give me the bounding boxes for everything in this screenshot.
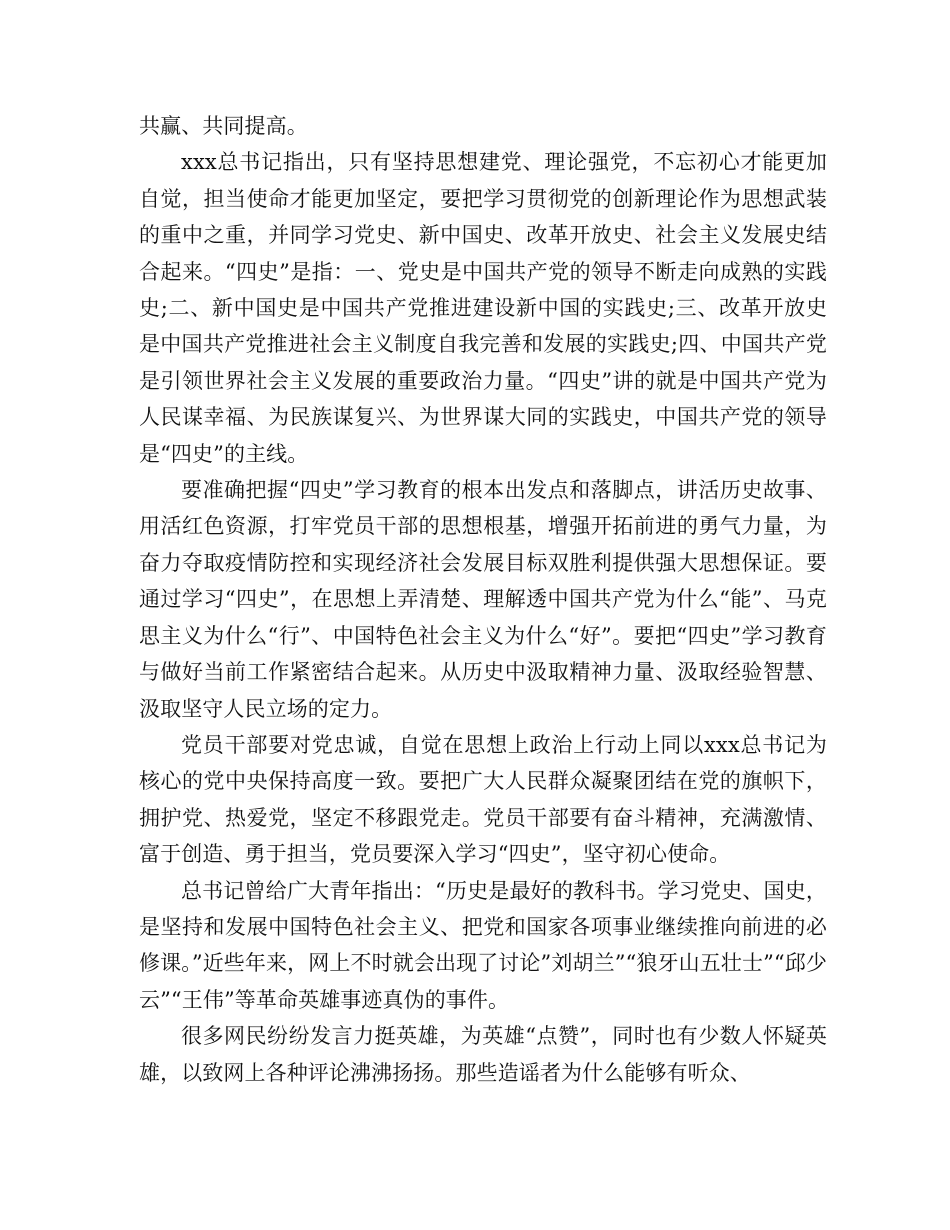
document-body — [139, 108, 827, 1091]
paragraph-netizens-heroes: 很多网民纷纷发言力挺英雄，为英雄“点赞”，同时也有少数人怀疑英雄，以致网上各种评论沸沸扬扬。那些造谣者为什么能够有听众、 — [139, 1024, 827, 1085]
paragraph-four-histories: xxx总书记指出，只有坚持思想建党、理论强党，不忘初心才能更加自觉，担当使命才能更加坚定，要把学习贯彻党的创新理论作为思想武装的重中之重，并同学习党史、新中国史、改革开放史、社会主义发展史结合起来。“四史”是指：一、党史是中国共产党的领导不断走向成熟的实践史;二、新中国史是中国共产党推进建设新中国的实践史;三、改革开放史是中国共产党推进社会主义制度自我完善和发展的实践史;四、中国共产党是引领世界社会主义发展的重要政治力量。“四史”讲的就是中国共产党为人民谋幸福、为民族谋复兴、为世界谋大同的实践史，中国共产党的领导是“四史”的主线。 — [139, 150, 827, 466]
paragraph-learning-education: 要准确把握“四史”学习教育的根本出发点和落脚点，讲活历史故事、用活红色资源，打牢党员干部的思想根基，增强开拓前进的勇气力量，为奋力夺取疫情防控和实现经济社会发展目标双胜利提供强大思想保证。要通过学习“四史”，在思想上弄清楚、理解透中国共产党为什么“能”、马克思主义为什么“行”、中国特色社会主义为什么“好”。要把“四史”学习教育与做好当前工作紧密结合起来。从历史中汲取精神力量、汲取经验智慧、汲取坚守人民立场的定力。 — [139, 478, 827, 721]
paragraph-history-textbook: 总书记曾给广大青年指出：“历史是最好的教科书。学习党史、国史，是坚持和发展中国特色社会主义、把党和国家各项事业继续推向前进的必修课。”近些年来，网上不时就会出现了讨论”刘胡兰”“狼牙山五壮士”“邱少云”“王伟”等革命英雄事迹真伪的事件。 — [139, 878, 827, 1012]
paragraph-continuation: 共赢、共同提高。 — [139, 114, 308, 138]
paragraph-party-loyalty: 党员干部要对党忠诚，自觉在思想上政治上行动上同以xxx总书记为核心的党中央保持高度一致。要把广大人民群众凝聚团结在党的旗帜下，拥护党、热爱党，坚定不移跟党走。党员干部要有奋斗精神，充满激情、富于创造、勇于担当，党员要深入学习“四史”，坚守初心使命。 — [139, 732, 827, 867]
